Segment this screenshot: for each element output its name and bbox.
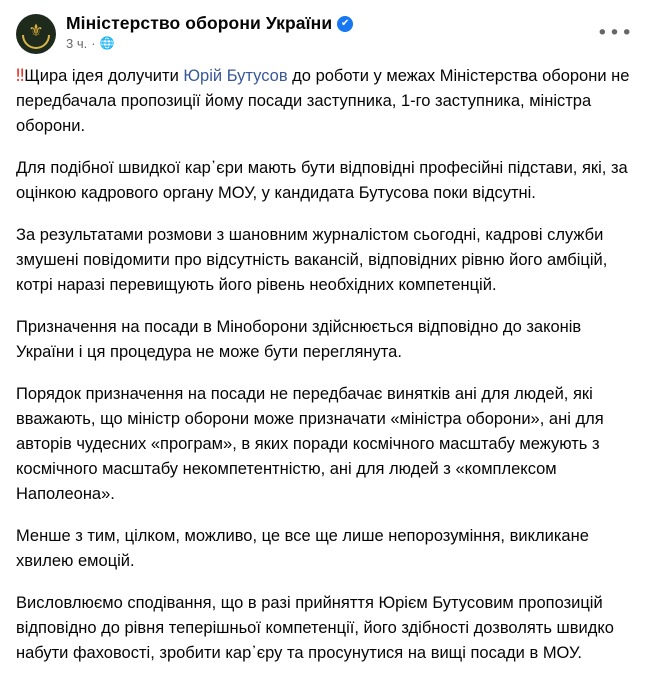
globe-icon[interactable]: 🌐 [99, 36, 115, 50]
post-paragraph: Призначення на посади в Міноборони здійснюється відповідно до законів України і ця процедура не може бути переглянута. [16, 318, 582, 361]
page-name[interactable]: Міністерство оборони України [66, 13, 333, 33]
profile-mention-link[interactable]: Юрій Бутусов [183, 67, 288, 85]
ministry-emblem-icon [23, 19, 49, 49]
post-paragraph: Порядок призначення на посади не передбачає винятків ані для людей, які вважають, що міністр оборони може призначати «міністра оборони», ані для авторів чудесних «програм», в яких поради космічного масштабу межують з космічного масштабу некомпетентністю, ані для людей з «комплексом Наполеона». [16, 385, 604, 503]
avatar[interactable] [16, 14, 56, 54]
verified-badge-icon: ✔ [337, 16, 353, 32]
more-options-button[interactable]: ••• [596, 22, 634, 44]
page-name-row [66, 13, 353, 34]
post-paragraph: Висловлюємо сподівання, що в разі прийняття Юрієм Бутусовим пропозицій відповідно до рівня теперішньої компетенції, його здібності дозволять швидко набути фаховості, зробити кар᾿єру та просунутися на вищі посади в МОУ. [16, 594, 614, 662]
post-meta [66, 36, 353, 51]
post-paragraph: За результатами розмови з шановним журналістом сьогодні, кадрові служби змушені повідомити про відсутність вакансій, відповідних рівню його амбіцій, котрі наразі перевищують його рівень необхідних компетенцій. [16, 226, 608, 294]
post-timestamp[interactable]: 3 ч. [66, 36, 88, 51]
paragraph-text-after-mention: до роботи у межах Міністерства оборони не передбачала пропозиції йому посади заступника, 1-го заступника, міністра оборони. [16, 67, 630, 135]
post-paragraph: Для подібної швидкої кар᾿єри мають бути відповідні професійні підстави, які, за оцінкою кадрового органу МОУ, у кандидата Бутусова поки відсутні. [16, 159, 628, 202]
post-paragraph: Менше з тим, цілком, можливо, це все ще лише непорозуміння, викликане хвилею емоцій. [16, 527, 589, 570]
meta-separator: · [91, 36, 96, 51]
warning-icon: ‼ [16, 66, 25, 86]
paragraph-text-before-mention: Щира ідея долучити [24, 67, 184, 85]
post-header-text [66, 12, 353, 51]
post-paragraph [16, 64, 630, 139]
wreath-icon [22, 35, 50, 49]
post-header [16, 12, 634, 54]
tryzub-icon: ⚜ [28, 21, 44, 41]
post-body [16, 64, 630, 666]
